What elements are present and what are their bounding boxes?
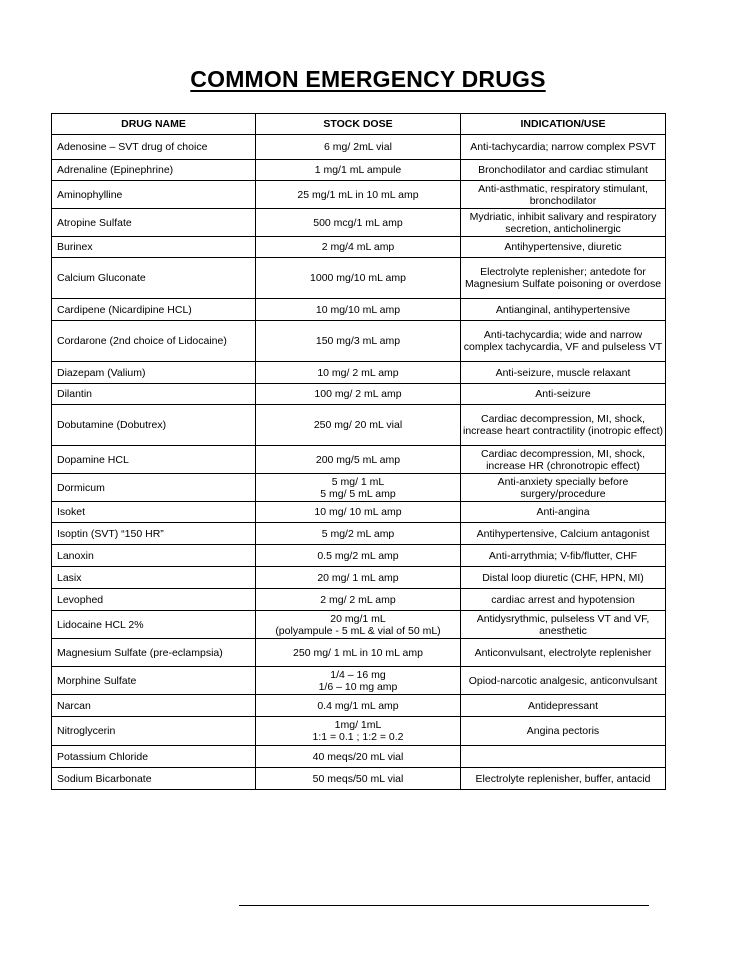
indication-cell: Anti-seizure xyxy=(461,384,666,405)
stock-dose-cell: 1000 mg/10 mL amp xyxy=(256,258,461,299)
drug-name-cell: Cardipene (Nicardipine HCL) xyxy=(52,299,256,321)
stock-dose-cell: 20 mg/ 1 mL amp xyxy=(256,567,461,589)
table-row xyxy=(52,237,666,258)
table-row xyxy=(52,502,666,523)
drug-name-cell: Isoket xyxy=(52,502,256,523)
table-row xyxy=(52,384,666,405)
column-header-stock-dose: STOCK DOSE xyxy=(256,114,461,135)
table-row xyxy=(52,746,666,768)
stock-dose-cell: 0.4 mg/1 mL amp xyxy=(256,695,461,717)
drug-name-cell: Diazepam (Valium) xyxy=(52,362,256,384)
indication-cell: Antihypertensive, diuretic xyxy=(461,237,666,258)
indication-cell: Angina pectoris xyxy=(461,717,666,746)
indication-cell xyxy=(461,746,666,768)
indication-cell: Anti-arrythmia; V-fib/flutter, CHF xyxy=(461,545,666,567)
table-row xyxy=(52,209,666,237)
indication-cell: Anticonvulsant, electrolyte replenisher xyxy=(461,639,666,667)
table-row xyxy=(52,321,666,362)
stock-dose-cell: 1mg/ 1mL 1:1 = 0.1 ; 1:2 = 0.2 xyxy=(256,717,461,746)
stock-dose-cell: 50 meqs/50 mL vial xyxy=(256,768,461,790)
indication-cell: Antidysrythmic, pulseless VT and VF, anesthetic xyxy=(461,611,666,639)
table-row xyxy=(52,717,666,746)
stock-dose-cell: 250 mg/ 1 mL in 10 mL amp xyxy=(256,639,461,667)
indication-cell: Electrolyte replenisher; antedote for Magnesium Sulfate poisoning or overdose xyxy=(461,258,666,299)
indication-cell: cardiac arrest and hypotension xyxy=(461,589,666,611)
indication-cell: Cardiac decompression, MI, shock, increase HR (chronotropic effect) xyxy=(461,446,666,474)
drug-name-cell: Cordarone (2nd choice of Lidocaine) xyxy=(52,321,256,362)
stock-dose-cell: 10 mg/ 2 mL amp xyxy=(256,362,461,384)
indication-cell: Antihypertensive, Calcium antagonist xyxy=(461,523,666,545)
table-header-row xyxy=(52,114,666,135)
drug-name-cell: Morphine Sulfate xyxy=(52,667,256,695)
table-row xyxy=(52,545,666,567)
indication-cell: Antidepressant xyxy=(461,695,666,717)
drug-name-cell: Magnesium Sulfate (pre-eclampsia) xyxy=(52,639,256,667)
drug-name-cell: Adenosine – SVT drug of choice xyxy=(52,135,256,160)
drug-name-cell: Nitroglycerin xyxy=(52,717,256,746)
drug-name-cell: Dobutamine (Dobutrex) xyxy=(52,405,256,446)
indication-cell: Anti-tachycardia; wide and narrow complex tachycardia, VF and pulseless VT xyxy=(461,321,666,362)
drug-name-cell: Aminophylline xyxy=(52,181,256,209)
indication-cell: Electrolyte replenisher, buffer, antacid xyxy=(461,768,666,790)
drug-name-cell: Atropine Sulfate xyxy=(52,209,256,237)
column-header-drug-name: DRUG NAME xyxy=(52,114,256,135)
table-row xyxy=(52,474,666,502)
drug-name-cell: Calcium Gluconate xyxy=(52,258,256,299)
drug-name-cell: Lanoxin xyxy=(52,545,256,567)
table-row xyxy=(52,446,666,474)
indication-cell: Anti-anxiety specially before surgery/procedure xyxy=(461,474,666,502)
stock-dose-cell: 0.5 mg/2 mL amp xyxy=(256,545,461,567)
indication-cell: Mydriatic, inhibit salivary and respiratory secretion, anticholinergic xyxy=(461,209,666,237)
drug-table xyxy=(51,113,666,790)
indication-cell: Anti-seizure, muscle relaxant xyxy=(461,362,666,384)
drug-name-cell: Lidocaine HCL 2% xyxy=(52,611,256,639)
table-row xyxy=(52,160,666,181)
stock-dose-cell: 2 mg/4 mL amp xyxy=(256,237,461,258)
table-row xyxy=(52,258,666,299)
stock-dose-cell: 1/4 – 16 mg 1/6 – 10 mg amp xyxy=(256,667,461,695)
indication-cell: Cardiac decompression, MI, shock, increase heart contractility (inotropic effect) xyxy=(461,405,666,446)
stock-dose-cell: 25 mg/1 mL in 10 mL amp xyxy=(256,181,461,209)
drug-name-cell: Narcan xyxy=(52,695,256,717)
stock-dose-cell: 2 mg/ 2 mL amp xyxy=(256,589,461,611)
indication-cell: Bronchodilator and cardiac stimulant xyxy=(461,160,666,181)
stock-dose-cell: 150 mg/3 mL amp xyxy=(256,321,461,362)
stock-dose-cell: 1 mg/1 mL ampule xyxy=(256,160,461,181)
table-row xyxy=(52,362,666,384)
drug-name-cell: Potassium Chloride xyxy=(52,746,256,768)
signature-line xyxy=(239,905,649,906)
drug-name-cell: Adrenaline (Epinephrine) xyxy=(52,160,256,181)
indication-cell: Anti-asthmatic, respiratory stimulant, bronchodilator xyxy=(461,181,666,209)
stock-dose-cell: 10 mg/10 mL amp xyxy=(256,299,461,321)
drug-name-cell: Sodium Bicarbonate xyxy=(52,768,256,790)
stock-dose-cell: 500 mcg/1 mL amp xyxy=(256,209,461,237)
stock-dose-cell: 200 mg/5 mL amp xyxy=(256,446,461,474)
drug-name-cell: Dilantin xyxy=(52,384,256,405)
stock-dose-cell: 20 mg/1 mL (polyampule - 5 mL & vial of 50 mL) xyxy=(256,611,461,639)
stock-dose-cell: 5 mg/2 mL amp xyxy=(256,523,461,545)
indication-cell: Distal loop diuretic (CHF, HPN, MI) xyxy=(461,567,666,589)
column-header-indication: INDICATION/USE xyxy=(461,114,666,135)
drug-name-cell: Lasix xyxy=(52,567,256,589)
indication-cell: Anti-tachycardia; narrow complex PSVT xyxy=(461,135,666,160)
table-row xyxy=(52,299,666,321)
table-row xyxy=(52,523,666,545)
stock-dose-cell: 250 mg/ 20 mL vial xyxy=(256,405,461,446)
stock-dose-cell: 100 mg/ 2 mL amp xyxy=(256,384,461,405)
table-row xyxy=(52,181,666,209)
table-row xyxy=(52,639,666,667)
table-row xyxy=(52,768,666,790)
stock-dose-cell: 6 mg/ 2mL vial xyxy=(256,135,461,160)
page-title: COMMON EMERGENCY DRUGS xyxy=(190,66,546,92)
table-row xyxy=(52,695,666,717)
drug-name-cell: Burinex xyxy=(52,237,256,258)
drug-name-cell: Levophed xyxy=(52,589,256,611)
table-row xyxy=(52,135,666,160)
table-row xyxy=(52,667,666,695)
indication-cell: Antianginal, antihypertensive xyxy=(461,299,666,321)
table-row xyxy=(52,589,666,611)
drug-name-cell: Dopamine HCL xyxy=(52,446,256,474)
stock-dose-cell: 40 meqs/20 mL vial xyxy=(256,746,461,768)
table-row xyxy=(52,611,666,639)
stock-dose-cell: 5 mg/ 1 mL 5 mg/ 5 mL amp xyxy=(256,474,461,502)
indication-cell: Opiod-narcotic analgesic, anticonvulsant xyxy=(461,667,666,695)
stock-dose-cell: 10 mg/ 10 mL amp xyxy=(256,502,461,523)
indication-cell: Anti-angina xyxy=(461,502,666,523)
drug-name-cell: Dormicum xyxy=(52,474,256,502)
table-row xyxy=(52,405,666,446)
drug-name-cell: Isoptin (SVT) “150 HR” xyxy=(52,523,256,545)
table-row xyxy=(52,567,666,589)
